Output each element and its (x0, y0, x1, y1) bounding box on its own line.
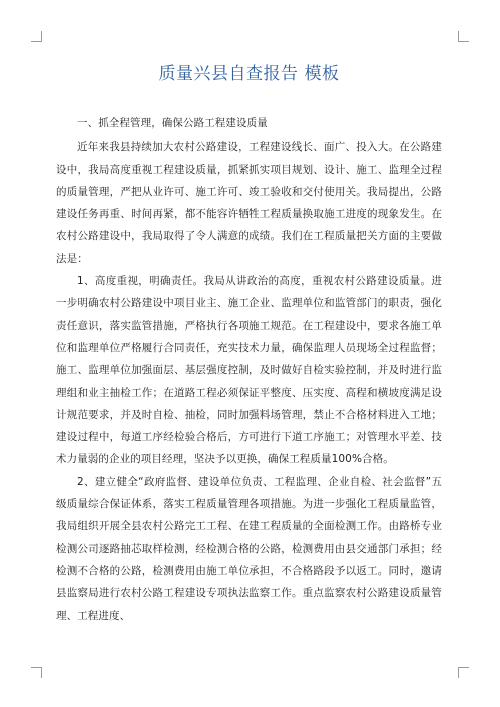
section-heading: 一、抓全程管理，确保公路工程建设质量 (77, 117, 268, 129)
crop-mark-bottom-right (458, 667, 469, 678)
document-page (56, 62, 442, 627)
crop-mark-top-left (31, 31, 42, 42)
paragraph-intro: 近年来我县持续加大农村公路建设，工程建设线长、面广、投入大。在公路建设中，我局高度重视工程建设质量，抓紧抓实项目规划、设计、施工、监理全过程的质量管理，严把从业许可、施工许可、竣工验收和交付使用关。我局提出，公路建设任务再重、时间再紧，都不能容许牺牲工程质量换取施工进度的现象发生。在农村公路建设中，我局取得了令人满意的成绩。我们在工程质量把关方面的主要做法是： (56, 141, 442, 265)
document-title: 质量兴县自查报告 模板 (158, 64, 340, 84)
paragraph-point-2: 2、建立健全“政府监督、建设单位负责、工程监理、企业自检、社会监督”五级质量综合保证体系，落实工程质量管理各项措施。为进一步强化工程质量监管，我局组织开展全县农村公路完工工程、在建工程质量的全面检测工作。由路桥专业检测公司逐路抽芯取样检测，经检测合格的公路，检测费用由县交通部门承担；经检测不合格的公路，检测费用由施工单位承担，不合格路段予以返工。同时，邀请县监察局进行农村公路工程建设专项执法监察工作。重点监察农村公路建设质量管理、工程进度、 (56, 475, 442, 622)
paragraph-point-1: 1、高度重视，明确责任。我局从讲政治的高度，重视农村公路建设质量。进一步明确农村公路建设中项目业主、施工企业、监理单位和监管部门的职责，强化责任意识，落实监管措施，严格执行各项施工规范。在工程建设中，要求各施工单位和监理单位严格履行合同责任，充实技术力量，确保监理人员现场全过程监督；施工、监理单位加强面层、基层强度控制，及时做好自检实验控制，并及时进行监理组和业主抽检工作；在道路工程必须保证平整度、压实度、高程和横坡度满足设计规范要求，并及时自检、抽检，同时加强料场管理，禁止不合格材料进入工地；建设过程中，每道工序经检验合格后，方可进行下道工序施工；对管理水平差、技术力量弱的企业的项目经理，坚决予以更换，确保工程质量100%合格。 (56, 275, 442, 466)
crop-mark-top-right (458, 31, 469, 42)
crop-mark-bottom-left (31, 667, 42, 678)
